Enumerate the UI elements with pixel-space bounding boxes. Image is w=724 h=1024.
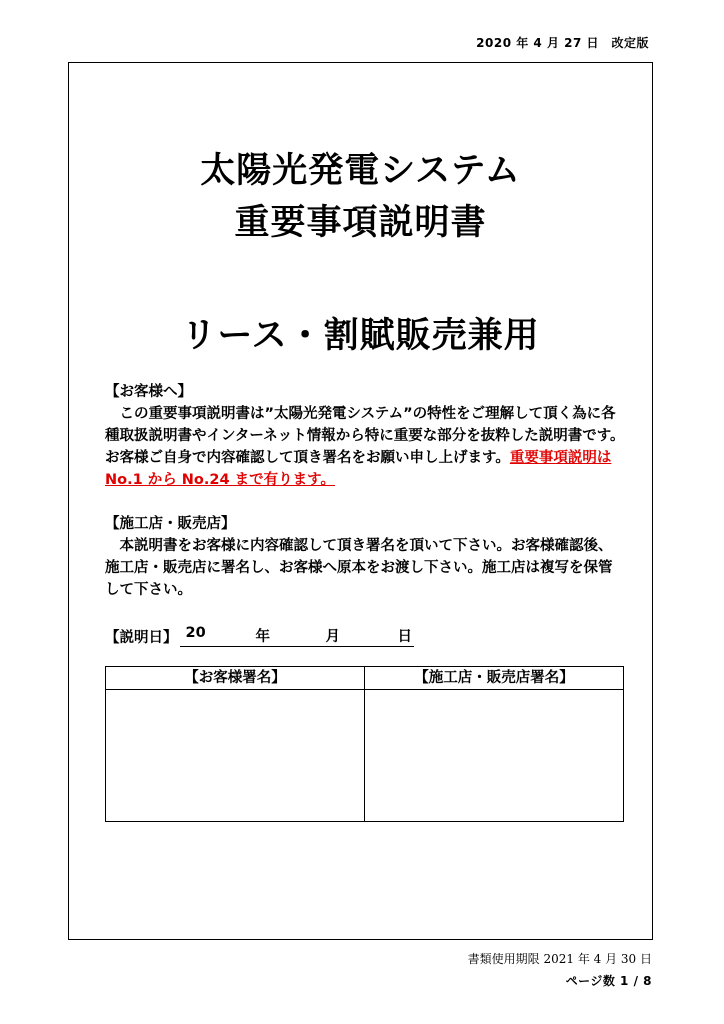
dealer-signature-header: 【施工店・販売店署名】 <box>365 667 623 690</box>
explanation-date-field[interactable] <box>180 625 414 647</box>
dealer-heading: 【施工店・販売店】 <box>105 516 236 532</box>
customer-paragraph <box>105 403 625 491</box>
date-year-prefix: 20 <box>185 625 206 641</box>
revision-date: 2020 年 4 月 27 日 改定版 <box>476 36 649 50</box>
customer-body: この重要事項説明書は”太陽光発電システム”の特性をご理解して頂く為に各種取扱説明書やインターネット情報から特に重要な部分を抜粋した説明書です。お客様ご自身で内容確認して頂き署名をお願い申し上げます。 <box>105 406 625 466</box>
date-year-unit: 年 <box>255 629 270 645</box>
page-number: ページ数 1 / 8 <box>565 974 652 988</box>
explanation-date-line <box>105 625 414 647</box>
customer-heading: 【お客様へ】 <box>105 384 192 400</box>
customer-signature-column <box>106 667 364 821</box>
date-day-unit: 日 <box>397 629 412 645</box>
dealer-signature-area[interactable] <box>365 690 623 821</box>
dealer-body: 本説明書をお客様に内容確認して頂き署名を頂いて下さい。お客様確認後、施工店・販売店に署名し、お客様へ原本をお渡し下さい。施工店は複写を保管して下さい。 <box>105 538 613 598</box>
document-frame <box>68 62 653 940</box>
customer-signature-area[interactable] <box>106 690 364 821</box>
dealer-signature-column <box>364 667 623 821</box>
customer-highlight: 重要事項説明はNo.1 から No.24 まで有ります。 <box>105 450 612 488</box>
customer-section <box>105 381 625 491</box>
date-month-unit: 月 <box>325 629 340 645</box>
title-line-2: 重要事項説明書 <box>234 203 487 243</box>
customer-signature-header: 【お客様署名】 <box>106 667 364 690</box>
document-validity: 書類使用期限 2021 年 4 月 30 日 <box>467 952 652 966</box>
signature-table <box>105 666 624 822</box>
title-line-1: 太陽光発電システム <box>200 151 521 191</box>
explanation-date-label: 【説明日】 <box>105 630 178 646</box>
dealer-section <box>105 513 625 601</box>
title-line-3: リース・割賦販売兼用 <box>181 316 540 356</box>
